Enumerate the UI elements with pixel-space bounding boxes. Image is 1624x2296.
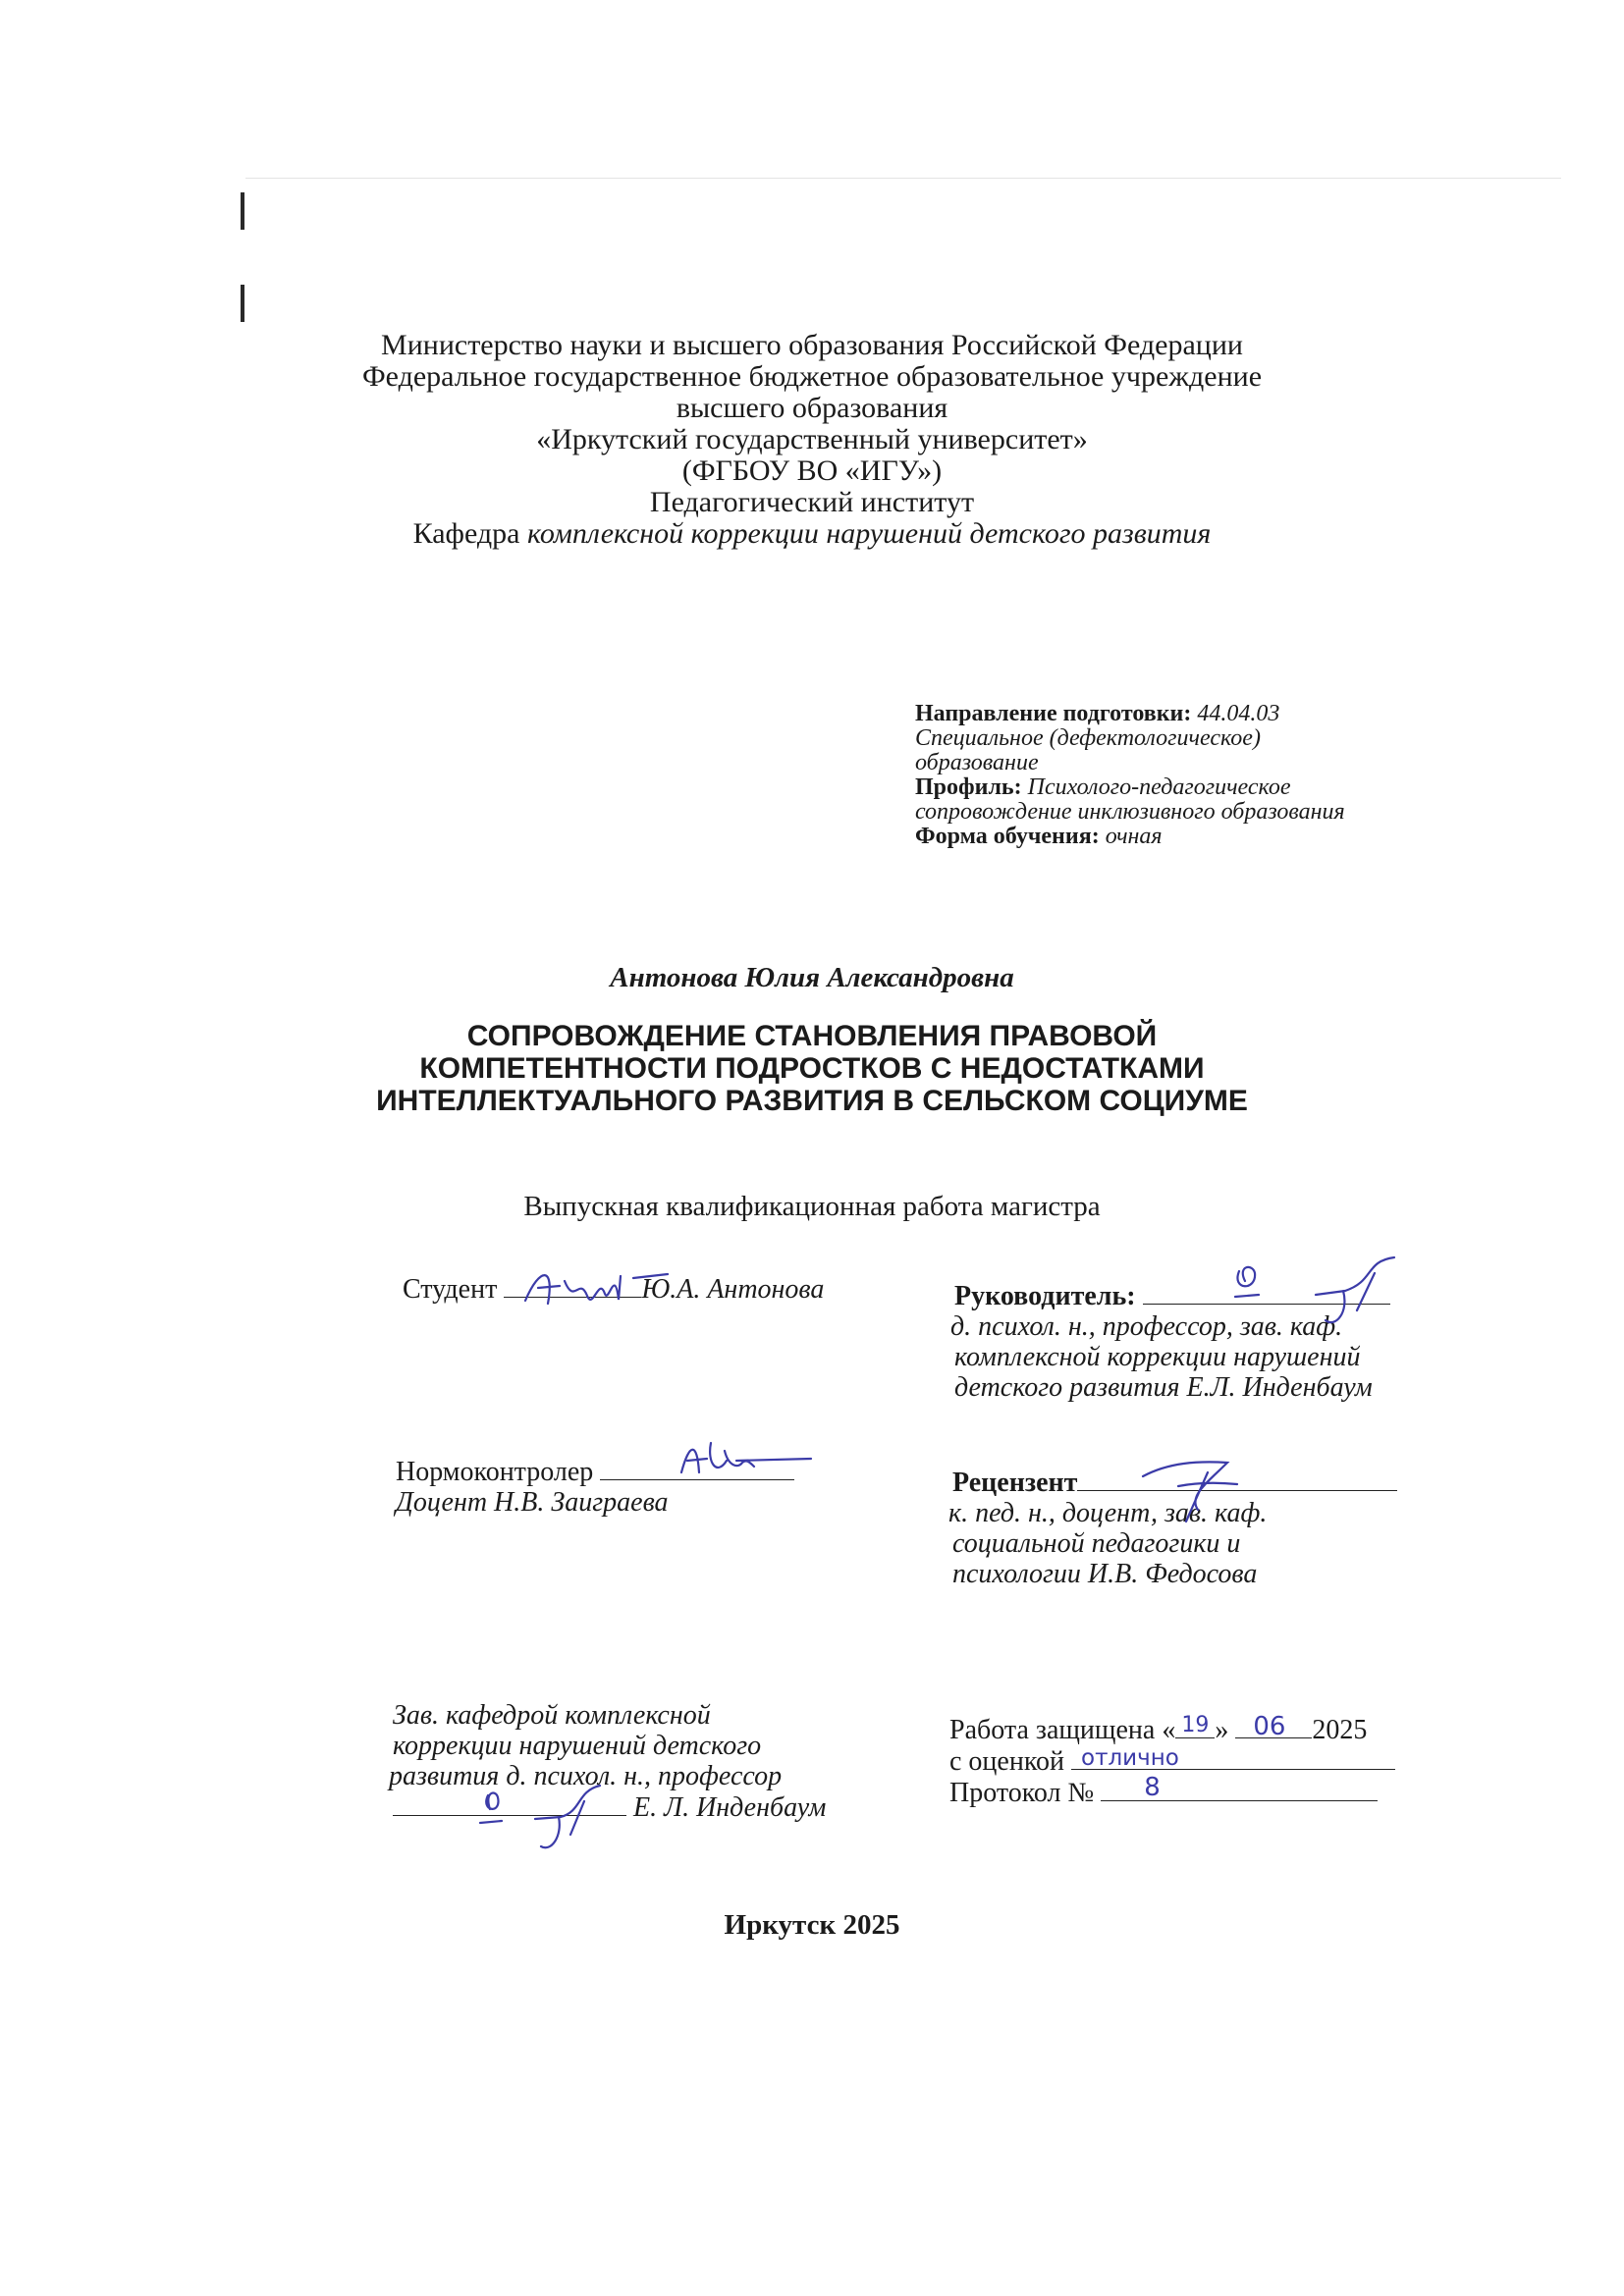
quote-close: » (1215, 1715, 1236, 1745)
direction-name: Специальное (дефектологическое) (915, 725, 1261, 751)
grade-value: отлично (1081, 1745, 1179, 1771)
title-line: ИНТЕЛЛЕКТУАЛЬНОГО РАЗВИТИЯ В СЕЛЬСКОМ СОЦИУМЕ (376, 1085, 1248, 1117)
title-line: СОПРОВОЖДЕНИЕ СТАНОВЛЕНИЯ ПРАВОВОЙ (466, 1020, 1158, 1052)
city-year: Иркутск 2025 (724, 1909, 900, 1941)
year: 2025 (1312, 1715, 1368, 1745)
profile-line (915, 775, 1426, 800)
grade-line (949, 1745, 1395, 1777)
protocol-number: 8 (1144, 1773, 1161, 1802)
form-label: Форма обучения: (915, 824, 1100, 849)
normcontroller-name: Доцент Н.В. Заиграева (396, 1487, 669, 1518)
direction-line (915, 702, 1426, 726)
header-line: высшего образования (676, 392, 948, 424)
supervisor-position: детского развития Е.Л. Инденбаум (954, 1372, 1373, 1403)
normcontroller-label: Нормоконтролер (396, 1457, 601, 1487)
department-line (0, 518, 1624, 550)
day-value: 19 (1181, 1713, 1210, 1737)
program-info (915, 702, 1426, 849)
supervisor-position: д. психол. н., профессор, зав. каф. (950, 1311, 1343, 1342)
supervisor-position: комплексной коррекции нарушений (954, 1342, 1361, 1372)
student-label: Студент (403, 1274, 505, 1305)
protocol-field (1101, 1773, 1378, 1802)
header-line: «Иркутский государственный университет» (536, 423, 1088, 455)
head-position: развития д. психол. н., профессор (389, 1761, 783, 1791)
direction-name-cont: образование (915, 750, 1039, 775)
title-line: КОМПЕТЕНТНОСТИ ПОДРОСТКОВ С НЕДОСТАТКАМИ (419, 1052, 1205, 1085)
header-line: Федеральное государственное бюджетное образовательное учреждение (361, 360, 1263, 393)
grade-label: с оценкой (949, 1746, 1071, 1777)
month-field (1235, 1712, 1312, 1741)
month-value: 06 (1253, 1712, 1286, 1741)
day-field (1175, 1714, 1215, 1738)
head-position: коррекции нарушений детского (393, 1731, 762, 1761)
protocol-label: Протокол № (949, 1778, 1102, 1808)
defended-line (949, 1714, 1395, 1745)
scan-mark (241, 285, 244, 322)
head-name: Е. Л. Инденбаум (626, 1792, 827, 1823)
defended-label: Работа защищена « (949, 1715, 1176, 1745)
header-line: (ФГБОУ ВО «ИГУ») (681, 454, 943, 487)
department-prefix: Кафедра (412, 517, 527, 550)
form-line (915, 825, 1426, 849)
reviewer-position: психологии И.В. Федосова (952, 1559, 1258, 1589)
protocol-line (949, 1773, 1395, 1808)
profile-value-cont: сопровождение инклюзивного образования (915, 799, 1345, 825)
department-name: комплексной коррекции нарушений детского развития (526, 517, 1212, 550)
student-name: Ю.А. Антонова (641, 1274, 825, 1305)
scan-mark (241, 192, 244, 230)
head-position: Зав. кафедрой комплексной (393, 1700, 711, 1731)
reviewer-label: Рецензент (952, 1468, 1078, 1498)
reviewer-position: к. пед. н., доцент, зав. каф. (948, 1498, 1268, 1528)
reviewer-position: социальной педагогики и (952, 1528, 1241, 1559)
supervisor-label: Руководитель: (954, 1281, 1136, 1311)
defense-block (949, 1714, 1395, 1808)
header-line: Министерство науки и высшего образования Российской Федерации (381, 329, 1243, 361)
profile-label: Профиль: (915, 774, 1022, 800)
author-name: Антонова Юлия Александровна (610, 962, 1014, 993)
direction-code: 44.04.03 (1191, 701, 1280, 726)
scan-edge-line (245, 178, 1561, 179)
work-type: Выпускная квалификационная работа магистра (523, 1191, 1101, 1222)
profile-value: Психолого-педагогическое (1021, 774, 1291, 800)
header-line: Педагогический институт (649, 486, 975, 518)
institution-header (0, 330, 1624, 550)
direction-label: Направление подготовки: (915, 701, 1192, 726)
grade-field (1071, 1745, 1395, 1770)
thesis-title (0, 1020, 1624, 1117)
form-value: очная (1099, 824, 1163, 849)
